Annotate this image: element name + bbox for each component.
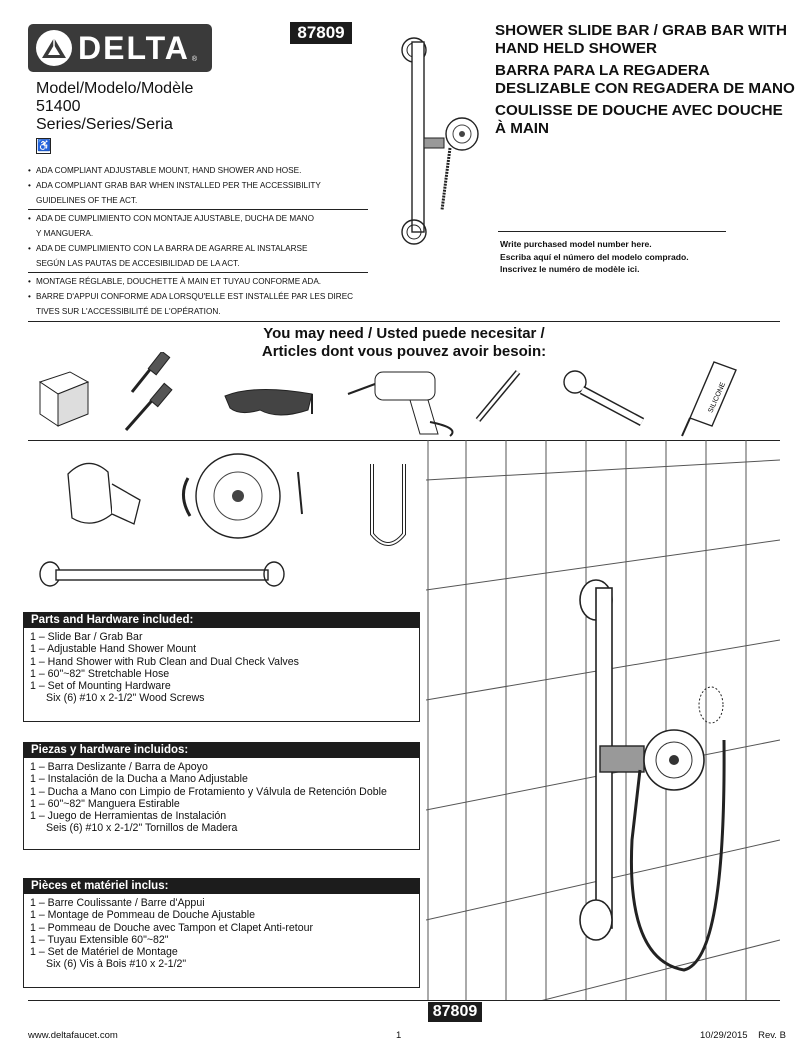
parts-list-en: [23, 628, 420, 722]
parts-line: 1 – Ducha a Mano con Limpio de Frotamiento y Válvula de Retención Doble: [30, 785, 387, 798]
parts-line: 1 – Adjustable Hand Shower Mount: [30, 643, 197, 656]
page-number: 1: [396, 1030, 402, 1041]
series-label: Series/Series/Seria: [36, 116, 173, 133]
parts-line-indent: Six (6) #10 x 2-1/2" Wood Screws: [46, 692, 205, 705]
tools-heading-line2: Articles dont vous pouvez avoir besoin:: [261, 343, 547, 360]
wheelchair-icon: ♿: [37, 140, 51, 152]
slide-bar-illustration: [392, 30, 492, 250]
ada-note-cont: Y MANGUERA.: [36, 229, 94, 238]
ada-note: • BARRE D'APPUI CONFORME ADA LORSQU'ELLE EST INSTALLÉE PAR LES DIREC: [28, 289, 368, 304]
model-label: Model/Modelo/Modèle: [36, 80, 194, 97]
parts-line: 1 – 60"~82" Manguera Estirable: [30, 797, 180, 810]
parts-line: 1 – Hand Shower with Rub Clean and Dual Check Valves: [30, 655, 299, 668]
purchase-note-es: Escriba aquí el número del modelo comprado.: [500, 251, 689, 262]
model-number-badge: 87809: [290, 22, 352, 44]
screwdriver-icon: [126, 352, 172, 430]
wood-screw-icon: [298, 472, 302, 514]
purchase-note-fr: Inscrivez le numéro de modèle ici.: [500, 264, 640, 274]
drill-icon: [348, 372, 453, 436]
revision-date: [700, 1030, 786, 1041]
title-spanish: BARRA PARA LA REGADERA DESLIZABLE CON REGADERA DE MANO: [495, 62, 795, 97]
model-series: [36, 80, 193, 134]
parts-list-es: [23, 758, 420, 850]
grab-bar-icon: [40, 562, 284, 586]
parts-line-indent: Six (6) Vis à Bois #10 x 2-1/2": [46, 958, 187, 971]
brand-name: DELTA: [78, 29, 190, 66]
parts-line: 1 – Instalación de la Ducha a Mano Adjustable: [30, 773, 248, 786]
ada-compliance-notes: [28, 163, 368, 319]
model-write-line: [498, 231, 726, 232]
divider: [28, 209, 368, 210]
ada-note-cont: GUIDELINES OF THE ACT.: [36, 196, 138, 205]
delta-logo: [28, 24, 212, 72]
parts-line: 1 – 60"~82" Stretchable Hose: [30, 667, 170, 680]
divider: [28, 1000, 780, 1001]
parts-line-indent: Seis (6) #10 x 2-1/2" Tornillos de Madera: [46, 822, 238, 835]
title-english: SHOWER SLIDE BAR / GRAB BAR WITH HAND HELD SHOWER: [495, 22, 787, 57]
parts-line: 1 – Set of Mounting Hardware: [30, 680, 171, 693]
box-icon: [40, 372, 88, 426]
wrench-icon: [564, 371, 642, 422]
ada-note: • MONTAGE RÉGLABLE, DOUCHETTE À MAIN ET TUYAU CONFORME ADA.: [28, 274, 368, 289]
parts-line: 1 – Tuyau Extensible 60"~82": [30, 933, 169, 946]
website-link[interactable]: www.deltafaucet.com: [28, 1030, 118, 1041]
ada-note: • ADA COMPLIANT ADJUSTABLE MOUNT, HAND SHOWER AND HOSE.: [28, 163, 368, 178]
ada-note: • ADA DE CUMPLIMIENTO CON MONTAJE AJUSTABLE, DUCHA DE MANO: [28, 211, 368, 226]
parts-list-fr: [23, 894, 420, 988]
installed-slide-bar-illustration: [426, 440, 780, 1000]
parts-box-title-en: Parts and Hardware included:: [23, 612, 420, 628]
safety-glasses-icon: [225, 389, 312, 415]
hose-icon: [372, 464, 404, 544]
parts-line: 1 – Set de Matériel de Montage: [30, 946, 178, 959]
delta-logo-icon: [36, 30, 72, 66]
divider: [28, 321, 780, 322]
parts-line: 1 – Barra Deslizante / Barra de Apoyo: [30, 761, 208, 773]
ada-note: • ADA COMPLIANT GRAB BAR WHEN INSTALLED PER THE ACCESSIBILITY: [28, 178, 368, 193]
ada-note-cont: TIVES SUR L'ACCESSIBILITÉ DE L'OPÉRATION.: [36, 307, 221, 316]
ada-note-cont: SEGÚN LAS PAUTAS DE ACCESIBILIDAD DE LA ACT.: [36, 259, 240, 268]
parts-line: 1 – Pommeau de Douche avec Tampon et Clapet Anti-retour: [30, 921, 314, 934]
tools-heading-line1: You may need / Usted puede necesitar /: [263, 325, 545, 342]
footer-model-number: 87809: [428, 1002, 482, 1022]
parts-line: 1 – Slide Bar / Grab Bar: [30, 631, 143, 643]
silicone-label: SILICONE: [707, 381, 728, 415]
parts-line: 1 – Barre Coulissante / Barre d'Appui: [30, 897, 205, 909]
revision: Rev. B: [758, 1030, 786, 1041]
divider: [28, 272, 368, 273]
parts-box-title-es: Piezas y hardware incluidos:: [23, 742, 420, 758]
parts-box-title-fr: Pièces et matériel inclus:: [23, 878, 420, 894]
hand-shower-icon: [183, 454, 280, 538]
tools-row: [30, 352, 780, 438]
purchase-note: [500, 238, 689, 276]
model-number: 51400: [36, 98, 81, 115]
trademark: ®: [191, 55, 198, 63]
shower-mount-icon: [68, 463, 140, 524]
ada-note: • ADA DE CUMPLIMIENTO CON LA BARRA DE AGARRE AL INSTALARSE: [28, 241, 368, 256]
included-parts-illustration: [28, 444, 428, 614]
pencil-icon: [478, 372, 518, 420]
date: 10/29/2015: [700, 1030, 748, 1041]
purchase-note-en: Write purchased model number here.: [500, 239, 652, 249]
product-titles: [495, 22, 795, 142]
title-french: COULISSE DE DOUCHE AVEC DOUCHE À MAIN: [495, 102, 783, 137]
parts-line: 1 – Juego de Herramientas de Instalación: [30, 810, 227, 823]
silicone-tube-icon: [682, 362, 736, 436]
parts-line: 1 – Montage de Pommeau de Douche Ajustable: [30, 909, 255, 922]
